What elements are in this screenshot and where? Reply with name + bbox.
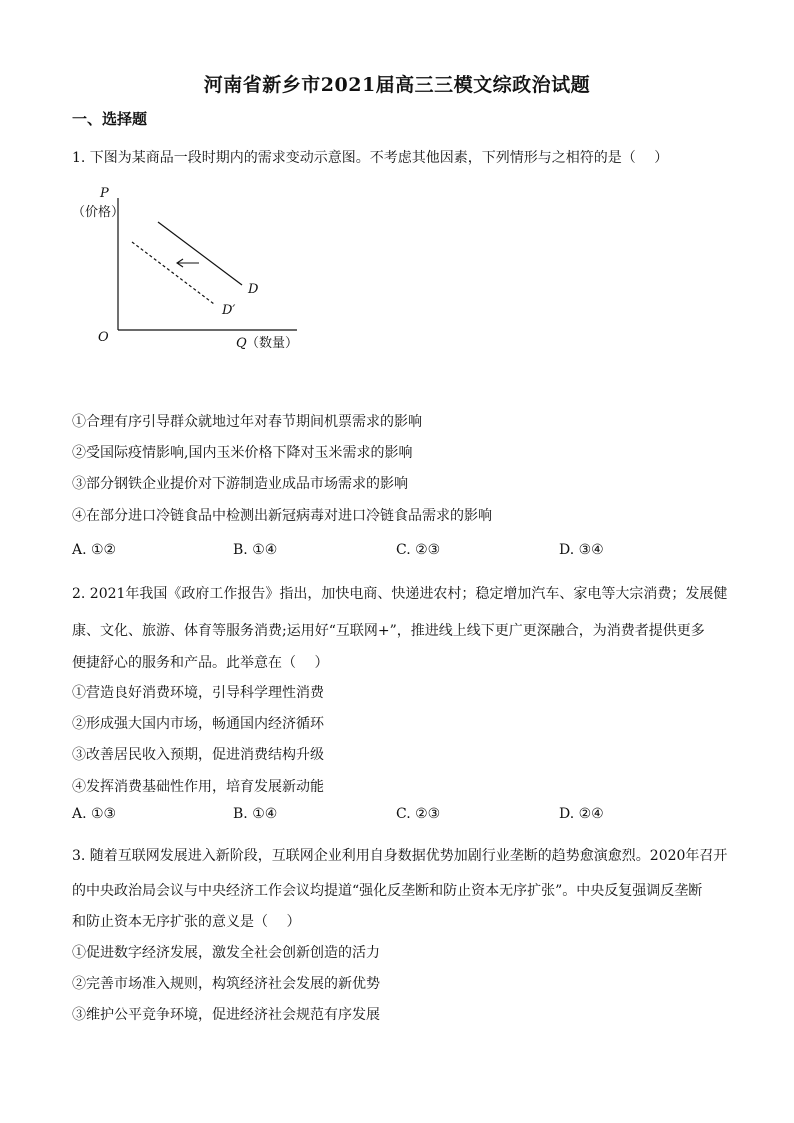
q2-choice-c[interactable]: C. ②③: [396, 806, 441, 822]
demand-chart-svg: [72, 178, 312, 358]
q2-choice-a[interactable]: A. ①③: [72, 806, 117, 822]
q3-stem-line-2: 的中央政治局会议与中央经济工作会议均提道“强化反垄断和防止资本无序扩张”。中央反复强调反垄断: [72, 883, 703, 899]
q3-option-1: ①促进数字经济发展，激发全社会创新创造的活力: [72, 945, 380, 961]
q2-option-1: ①营造良好消费环境，引导科学理性消费: [72, 685, 324, 701]
q1-choice-a[interactable]: A. ①②: [72, 542, 117, 558]
q1-option-2: ②受国际疫情影响,国内玉米价格下降对玉米需求的影响: [72, 445, 413, 461]
q-axis-label: Q: [236, 336, 247, 351]
p-axis-label: P: [100, 186, 109, 201]
q3-option-3: ③维护公平竞争环境，促进经济社会规范有序发展: [72, 1007, 380, 1023]
q1-option-3: ③部分钢铁企业提价对下游制造业成品市场需求的影响: [72, 476, 408, 492]
q2-choice-d[interactable]: D. ②④: [559, 806, 604, 822]
page-title: 河南省新乡市2021届高三三模文综政治试题: [203, 74, 591, 96]
q-axis-unit: （数量）: [246, 336, 299, 351]
q3-option-2: ②完善市场准入规则，构筑经济社会发展的新优势: [72, 976, 380, 992]
d-prime-label: D′: [222, 303, 236, 318]
p-axis-unit: （价格）: [72, 205, 125, 220]
q1-stem: 1. 下图为某商品一段时期内的需求变动示意图。不考虑其他因素，下列情形与之相符的是（ ）: [72, 150, 669, 166]
q1-option-1: ①合理有序引导群众就地过年对春节期间机票需求的影响: [72, 414, 422, 430]
d-label: D: [248, 282, 259, 297]
q2-option-2: ②形成强大国内市场，畅通国内经济循环: [72, 716, 324, 732]
q2-choices: [72, 806, 672, 826]
demand-shift-diagram: [72, 178, 312, 358]
q2-stem-line-1: 2. 2021年我国《政府工作报告》指出，加快电商、快递进农村；稳定增加汽车、家电等大宗消费；发展健: [72, 586, 728, 602]
demand-curve-d: [158, 222, 242, 285]
q3-stem-line-3: 和防止资本无序扩张的意义是（ ）: [72, 914, 301, 930]
section-heading: 一、选择题: [72, 110, 148, 128]
q3-stem-line-1: 3. 随着互联网发展进入新阶段，互联网企业利用自身数据优势加剧行业垄断的趋势愈演愈烈。2020年召开: [72, 848, 728, 864]
q1-option-4: ④在部分进口冷链食品中检测出新冠病毒对进口冷链食品需求的影响: [72, 508, 492, 524]
demand-curve-d-prime: [132, 242, 214, 304]
q2-stem-line-2: 康、文化、旅游、体育等服务消费;运用好“互联网+”，推进线上线下更广更深融合，为消费者提供更多: [72, 623, 705, 639]
q1-choice-d[interactable]: D. ③④: [559, 542, 604, 558]
q2-option-3: ③改善居民收入预期，促进消费结构升级: [72, 747, 324, 763]
origin-label: O: [98, 330, 109, 345]
q2-choice-b[interactable]: B. ①④: [233, 806, 278, 822]
q1-choice-b[interactable]: B. ①④: [233, 542, 278, 558]
q2-option-4: ④发挥消费基础性作用，培育发展新动能: [72, 779, 324, 795]
q2-stem-line-3: 便捷舒心的服务和产品。此举意在（ ）: [72, 655, 329, 671]
q1-choice-c[interactable]: C. ②③: [396, 542, 441, 558]
q1-choices: [72, 542, 672, 562]
